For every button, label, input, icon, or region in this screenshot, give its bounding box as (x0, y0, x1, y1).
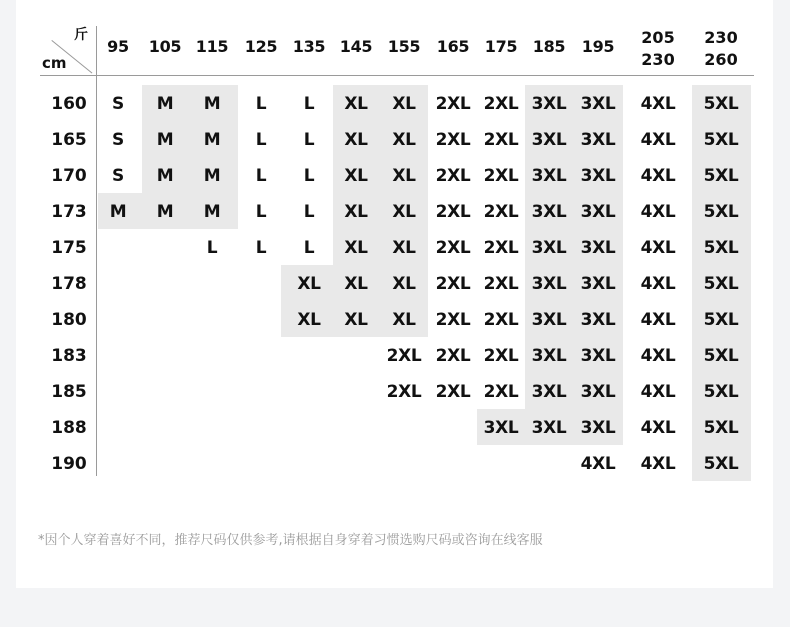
size-cell: XL (392, 310, 416, 330)
weight-unit-label: 斤 (74, 27, 88, 43)
size-cell: 4XL (640, 454, 676, 474)
size-cell: L (303, 238, 315, 258)
size-cell: XL (392, 238, 416, 258)
size-cell: 4XL (640, 310, 676, 330)
weight-header-cell: 125 (244, 37, 278, 56)
size-cell: XL (392, 130, 416, 150)
size-cell: 3XL (531, 346, 567, 366)
weight-header-cell: 165 (436, 37, 470, 56)
size-cell: XL (344, 166, 368, 186)
weight-header-cell: 115 (195, 37, 229, 56)
size-cell: 4XL (640, 238, 676, 258)
size-cell: 2XL (386, 346, 422, 366)
size-cell: 2XL (435, 166, 471, 186)
size-cell: XL (344, 202, 368, 222)
size-cell: 4XL (640, 418, 676, 438)
height-header-cell: 190 (51, 454, 87, 474)
size-cell: L (303, 166, 315, 186)
size-cell: XL (344, 238, 368, 258)
height-header-cell: 178 (51, 274, 87, 294)
size-cell: XL (344, 274, 368, 294)
size-cell: M (203, 166, 221, 186)
size-cell: 5XL (703, 274, 739, 294)
size-cell: 3XL (580, 238, 616, 258)
size-cell: 2XL (483, 130, 519, 150)
weight-header-cell: 175 (484, 37, 518, 56)
size-cell: 3XL (531, 202, 567, 222)
size-cell: 3XL (580, 418, 616, 438)
weight-range-top: 230 (704, 28, 738, 47)
size-cell: 5XL (703, 202, 739, 222)
size-cell: 5XL (703, 382, 739, 402)
weight-range-top: 205 (641, 28, 675, 47)
size-cell: 4XL (640, 346, 676, 366)
weight-header-cell: 195 (581, 37, 615, 56)
height-unit-label: cm (42, 54, 67, 72)
size-cell: 4XL (640, 94, 676, 114)
size-cell: 4XL (640, 202, 676, 222)
size-cell: 3XL (531, 382, 567, 402)
size-cell: M (203, 202, 221, 222)
size-cell: M (203, 130, 221, 150)
weight-range-bottom: 230 (641, 50, 675, 69)
size-cell: S (112, 94, 124, 114)
size-cell: 2XL (435, 274, 471, 294)
size-cell: 2XL (435, 130, 471, 150)
height-header-cell: 175 (51, 238, 87, 258)
size-cell: 2XL (483, 274, 519, 294)
size-cell: 4XL (640, 130, 676, 150)
size-cell: 3XL (531, 130, 567, 150)
weight-header-cell: 145 (339, 37, 373, 56)
size-cell: 3XL (580, 166, 616, 186)
size-cell: 3XL (580, 202, 616, 222)
weight-header-cell: 185 (532, 37, 566, 56)
size-cell: 4XL (640, 166, 676, 186)
size-cell: 3XL (580, 382, 616, 402)
height-header-cell: 170 (51, 166, 87, 186)
size-cell: 5XL (703, 166, 739, 186)
size-cell: 3XL (531, 274, 567, 294)
size-cell: XL (297, 310, 321, 330)
size-cell: L (255, 166, 267, 186)
size-cell: 5XL (703, 130, 739, 150)
height-header-cell: 183 (51, 346, 87, 366)
weight-range-header (695, 27, 747, 71)
size-cell: XL (344, 130, 368, 150)
size-cell: 3XL (580, 346, 616, 366)
size-cell: 3XL (531, 94, 567, 114)
size-cell: 3XL (531, 310, 567, 330)
height-header-cell: 188 (51, 418, 87, 438)
size-cell: M (203, 94, 221, 114)
weight-header-cell: 155 (387, 37, 421, 56)
size-cell: 2XL (483, 310, 519, 330)
size-cell: 5XL (703, 454, 739, 474)
size-cell: 5XL (703, 418, 739, 438)
disclaimer-note: *因个人穿着喜好不同，推荐尺码仅供参考,请根据自身穿着习惯选购尺码或咨询在线客服 (38, 533, 543, 548)
size-cell: 3XL (531, 238, 567, 258)
size-cell: XL (392, 166, 416, 186)
size-cell: XL (392, 94, 416, 114)
size-cell: L (255, 130, 267, 150)
size-cell: 2XL (483, 166, 519, 186)
size-cell: 2XL (435, 238, 471, 258)
size-cell: L (255, 202, 267, 222)
size-cell: 3XL (580, 274, 616, 294)
header-row-divider (40, 75, 754, 76)
size-cell: 3XL (580, 310, 616, 330)
size-cell: S (112, 130, 124, 150)
size-cell: 4XL (640, 382, 676, 402)
weight-header-cell: 105 (148, 37, 182, 56)
height-header-cell: 165 (51, 130, 87, 150)
weight-range-header (632, 27, 684, 71)
size-cell: 4XL (580, 454, 616, 474)
size-cell: 2XL (483, 238, 519, 258)
size-cell: 5XL (703, 310, 739, 330)
size-cell: L (255, 94, 267, 114)
size-cell: 3XL (531, 418, 567, 438)
size-cell: L (303, 130, 315, 150)
size-cell: M (156, 202, 174, 222)
size-cell: L (206, 238, 218, 258)
size-cell: XL (297, 274, 321, 294)
size-cell: M (156, 94, 174, 114)
size-cell: XL (392, 274, 416, 294)
size-cell: 5XL (703, 94, 739, 114)
size-cell: XL (344, 310, 368, 330)
size-cell: 2XL (435, 202, 471, 222)
size-cell: XL (344, 94, 368, 114)
weight-header-cell: 135 (292, 37, 326, 56)
size-cell: L (303, 94, 315, 114)
size-cell: 2XL (483, 94, 519, 114)
size-cell: 2XL (483, 346, 519, 366)
size-cell: L (303, 202, 315, 222)
height-header-cell: 173 (51, 202, 87, 222)
size-cell: 5XL (703, 346, 739, 366)
size-cell: 2XL (435, 94, 471, 114)
size-cell: 4XL (640, 274, 676, 294)
size-cell: M (156, 130, 174, 150)
size-cell: 2XL (435, 346, 471, 366)
height-header-cell: 185 (51, 382, 87, 402)
size-cell: 3XL (483, 418, 519, 438)
weight-range-bottom: 260 (704, 50, 738, 69)
size-cell: 5XL (703, 238, 739, 258)
size-cell: 3XL (580, 94, 616, 114)
size-cell: 2XL (483, 382, 519, 402)
size-cell: 2XL (435, 310, 471, 330)
size-cell: S (112, 166, 124, 186)
size-cell: 3XL (531, 166, 567, 186)
size-cell: L (255, 238, 267, 258)
size-cell: M (156, 166, 174, 186)
size-cell: 3XL (580, 130, 616, 150)
size-cell: XL (392, 202, 416, 222)
size-cell: 2XL (435, 382, 471, 402)
size-cell: 2XL (386, 382, 422, 402)
height-header-cell: 180 (51, 310, 87, 330)
height-header-cell: 160 (51, 94, 87, 114)
weight-header-cell: 95 (107, 37, 129, 56)
size-cell: 2XL (483, 202, 519, 222)
size-cell: M (109, 202, 127, 222)
